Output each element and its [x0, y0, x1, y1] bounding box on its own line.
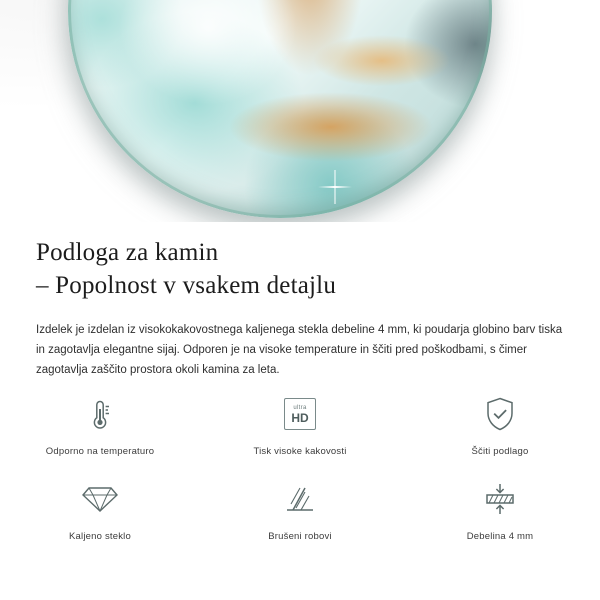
ultra-hd-icon: [274, 390, 326, 438]
feature-polished-edges: [200, 475, 400, 542]
feature-high-quality-print: [200, 390, 400, 457]
page-title: [0, 222, 600, 302]
diamond-icon: [74, 475, 126, 523]
feature-thickness-4mm: [400, 475, 600, 542]
thermometer-icon: [74, 390, 126, 438]
feature-label: Debelina 4 mm: [466, 531, 534, 542]
thickness-arrows-icon: [474, 475, 526, 523]
shield-check-icon: [474, 390, 526, 438]
feature-label: Brušeni robovi: [268, 531, 332, 542]
hero-image: [0, 0, 600, 222]
product-description-paragraph: Izdelek je izdelan iz visokokakovostnega kaljenega stekla debeline 4 mm, ki poudarja globino barv tiska in zagotavlja elegantne sijaj. Odporen je na visoke temperature in ščiti pred poškodbami, s čimer zagotavlja zaščito prostora okoli kamina za leta.: [36, 324, 563, 376]
feature-label: Odporno na temperaturo: [45, 446, 155, 457]
text-content: [0, 222, 600, 380]
feature-label: Kaljeno steklo: [69, 531, 131, 542]
ultra-hd-badge-bottom: HD: [291, 410, 309, 425]
polished-edges-icon: [274, 475, 326, 523]
page-title-line-2: – Popolnost v vsakem detajlu: [36, 272, 337, 299]
feature-temperature-resistant: [0, 390, 200, 457]
feature-protects-surface: [400, 390, 600, 457]
feature-label: Tisk visoke kakovosti: [253, 446, 347, 457]
page-title-line-1: Podloga za kamin: [36, 239, 219, 266]
feature-tempered-glass: [0, 475, 200, 542]
feature-grid: [0, 390, 600, 542]
round-glass-product: [68, 0, 492, 218]
ultra-hd-badge-top: ultra: [293, 404, 307, 411]
feature-label: Ščiti podlago: [471, 446, 529, 457]
